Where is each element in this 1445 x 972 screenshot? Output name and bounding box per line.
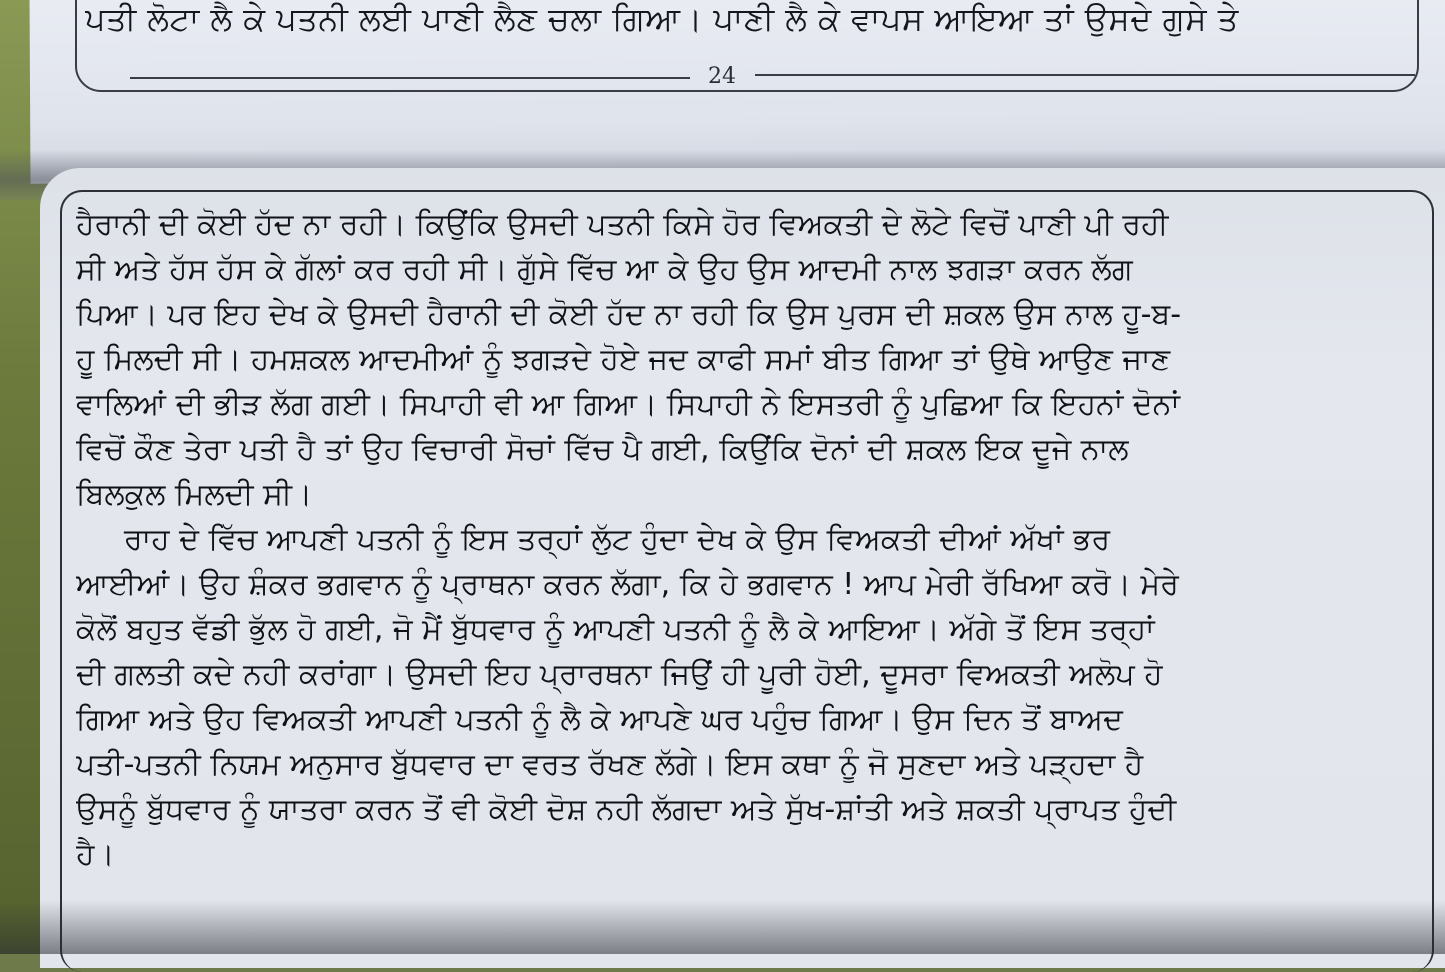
page-number-rule-right bbox=[755, 74, 1415, 76]
text-line: ਕੋਲੋਂ ਬਹੁਤ ਵੱਡੀ ਭੁੱਲ ਹੋ ਗਈ, ਜੋ ਮੈਂ ਬੁੱਧਵਾਰ ਨੂੰ ਆਪਣੀ ਪਤਨੀ ਨੂੰ ਲੈ ਕੇ ਆਇਆ। ਅੱਗੇ ਤੋਂ ਇਸ ਤਰ੍ਹਾਂ bbox=[76, 612, 1155, 647]
text-line: ਹੂ ਮਿਲਦੀ ਸੀ। ਹਮਸ਼ਕਲ ਆਦਮੀਆਂ ਨੂੰ ਝਗੜਦੇ ਹੋਏ ਜਦ ਕਾਫੀ ਸਮਾਂ ਬੀਤ ਗਿਆ ਤਾਂ ਉਥੇ ਆਉਣ ਜਾਣ bbox=[76, 342, 1171, 377]
text-line: ਹੈਰਾਨੀ ਦੀ ਕੋਈ ਹੱਦ ਨਾ ਰਹੀ। ਕਿਉਂਕਿ ਉਸਦੀ ਪਤਨੀ ਕਿਸੇ ਹੋਰ ਵਿਅਕਤੀ ਦੇ ਲੋਟੇ ਵਿਚੋਂ ਪਾਣੀ ਪੀ ਰਹੀ bbox=[76, 207, 1169, 242]
text-line: ਉਸਨੂੰ ਬੁੱਧਵਾਰ ਨੂੰ ਯਾਤਰਾ ਕਰਨ ਤੋਂ ਵੀ ਕੋਈ ਦੋਸ਼ ਨਹੀ ਲੱਗਦਾ ਅਤੇ ਸੁੱਖ-ਸ਼ਾਂਤੀ ਅਤੇ ਸ਼ਕਤੀ ਪ੍ਰਾਪਤ ਹੁੰਦੀ bbox=[76, 792, 1177, 827]
text-line: ਗਿਆ ਅਤੇ ਉਹ ਵਿਅਕਤੀ ਆਪਣੀ ਪਤਨੀ ਨੂੰ ਲੈ ਕੇ ਆਪਣੇ ਘਰ ਪਹੁੰਚ ਗਿਆ। ਉਸ ਦਿਨ ਤੋਂ ਬਾਅਦ bbox=[76, 702, 1123, 737]
text-line: ਪਿਆ। ਪਰ ਇਹ ਦੇਖ ਕੇ ਉਸਦੀ ਹੈਰਾਨੀ ਦੀ ਕੋਈ ਹੱਦ ਨਾ ਰਹੀ ਕਿ ਉਸ ਪੁਰਸ ਦੀ ਸ਼ਕਲ ਉਸ ਨਾਲ ਹੂ-ਬ- bbox=[76, 297, 1182, 332]
text-line: ਦੀ ਗਲਤੀ ਕਦੇ ਨਹੀ ਕਰਾਂਗਾ। ਉਸਦੀ ਇਹ ਪ੍ਰਾਰਥਨਾ ਜਿਉਂ ਹੀ ਪੂਰੀ ਹੋਈ, ਦੂਸਰਾ ਵਿਅਕਤੀ ਅਲੋਪ ਹੋ bbox=[76, 657, 1163, 692]
text-line: ਬਿਲਕੁਲ ਮਿਲਦੀ ਸੀ। bbox=[76, 477, 313, 512]
page-body-text bbox=[76, 202, 1426, 877]
text-line: ਹੈ। bbox=[76, 837, 115, 872]
bottom-shadow bbox=[0, 900, 1445, 954]
paragraph-start-line: ਰਾਹ ਦੇ ਵਿੱਚ ਆਪਣੀ ਪਤਨੀ ਨੂੰ ਇਸ ਤਰ੍ਹਾਂ ਲੁੱਟ ਹੁੰਦਾ ਦੇਖ ਕੇ ਉਸ ਵਿਅਕਤੀ ਦੀਆਂ ਅੱਖਾਂ ਭਰ bbox=[124, 522, 1111, 557]
page-number: 24 bbox=[708, 64, 736, 89]
page-number-rule-left bbox=[130, 77, 690, 79]
text-line: ਆਈਆਂ। ਉਹ ਸ਼ੰਕਰ ਭਗਵਾਨ ਨੂੰ ਪ੍ਰਾਥਨਾ ਕਰਨ ਲੱਗਾ, ਕਿ ਹੇ ਭਗਵਾਨ ! ਆਪ ਮੇਰੀ ਰੱਖਿਆ ਕਰੋ। ਮੇਰੇ bbox=[76, 567, 1179, 602]
text-line: ਪਤੀ-ਪਤਨੀ ਨਿਯਮ ਅਨੁਸਾਰ ਬੁੱਧਵਾਰ ਦਾ ਵਰਤ ਰੱਖਣ ਲੱਗੇ। ਇਸ ਕਥਾ ਨੂੰ ਜੋ ਸੁਣਦਾ ਅਤੇ ਪੜ੍ਹਦਾ ਹੈ bbox=[76, 747, 1144, 782]
text-line: ਵਿਚੋਂ ਕੌਣ ਤੇਰਾ ਪਤੀ ਹੈ ਤਾਂ ਉਹ ਵਿਚਾਰੀ ਸੋਚਾਂ ਵਿੱਚ ਪੈ ਗਈ, ਕਿਉਂਕਿ ਦੋਨਾਂ ਦੀ ਸ਼ਕਲ ਇਕ ਦੂਜੇ ਨਾਲ bbox=[76, 432, 1129, 467]
text-line: ਵਾਲਿਆਂ ਦੀ ਭੀੜ ਲੱਗ ਗਈ। ਸਿਪਾਹੀ ਵੀ ਆ ਗਿਆ। ਸਿਪਾਹੀ ਨੇ ਇਸਤਰੀ ਨੂੰ ਪੁਛਿਆ ਕਿ ਇਹਨਾਂ ਦੋਨਾਂ bbox=[76, 387, 1180, 422]
text-line: ਸੀ ਅਤੇ ਹੱਸ ਹੱਸ ਕੇ ਗੱਲਾਂ ਕਰ ਰਹੀ ਸੀ। ਗੁੱਸੇ ਵਿੱਚ ਆ ਕੇ ਉਹ ਉਸ ਆਦਮੀ ਨਾਲ ਝਗੜਾ ਕਰਨ ਲੱਗ bbox=[76, 252, 1133, 287]
previous-page-text-line: ਪਤੀ ਲੋਟਾ ਲੈ ਕੇ ਪਤਨੀ ਲਈ ਪਾਣੀ ਲੈਣ ਚਲਾ ਗਿਆ। ਪਾਣੀ ਲੈ ਕੇ ਵਾਪਸ ਆਇਆ ਤਾਂ ਉਸਦੇ ਗੁਸੇ ਤੇ bbox=[85, 0, 1239, 38]
